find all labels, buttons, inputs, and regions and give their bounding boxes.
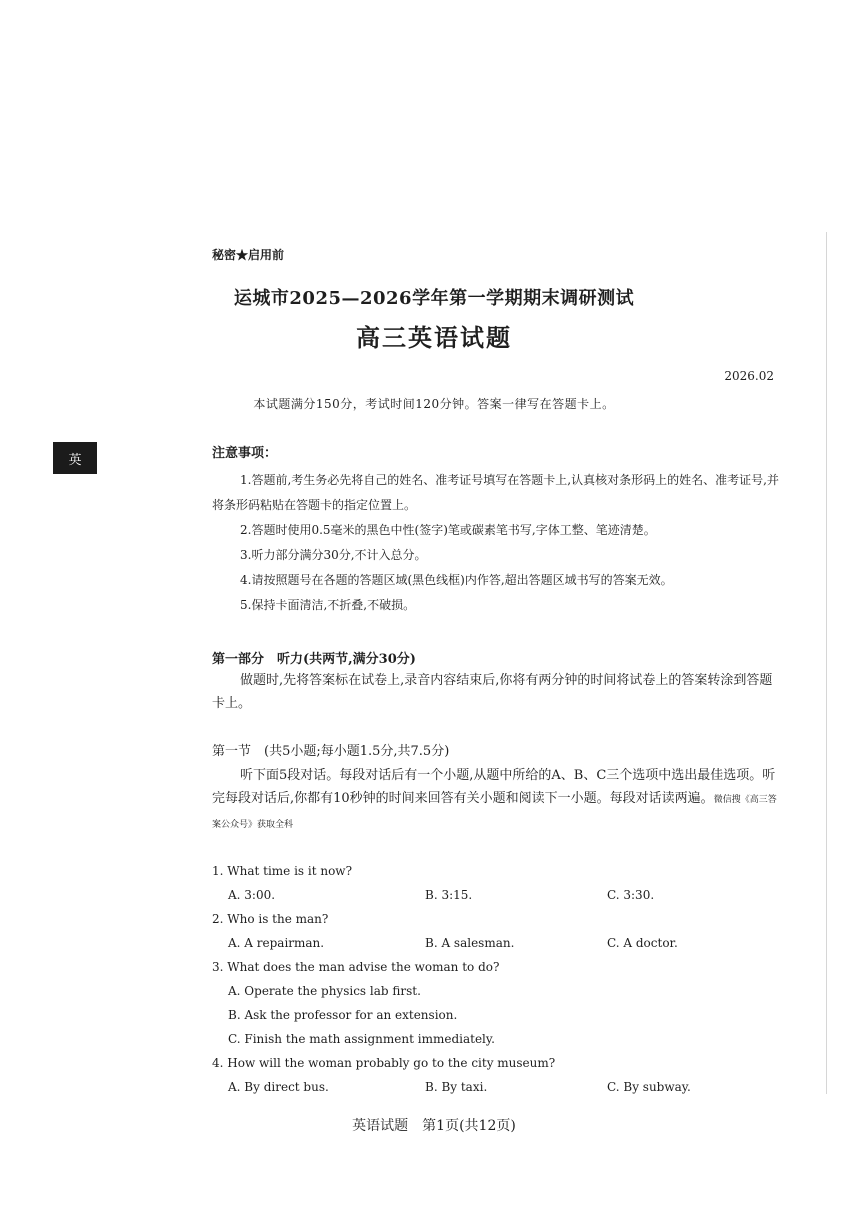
exam-intro: 本试题满分150分，考试时间120分钟。答案一律写在答题卡上。 — [253, 397, 615, 411]
question-stem: 3. What does the man advise the woman to do? — [212, 960, 500, 974]
notice-item: 1.答题前,考生务必先将自己的姓名、准考证号填写在答题卡上,认真核对条形码上的姓名、准考证号,并将条形码粘贴在答题卡的指定位置上。 — [212, 473, 779, 512]
notice-item: 4.请按照题号在各题的答题区域(黑色线框)内作答,超出答题区域书写的答案无效。 — [240, 573, 673, 587]
section1-text: 听下面5段对话。每段对话后有一个小题,从题中所给的A、B、C三个选项中选出最佳选项。听完每段对话后,你都有10秒钟的时间来回答有关小题和阅读下一小题。每段对话读两遍。 — [212, 768, 776, 806]
notice-heading: 注意事项： — [212, 446, 278, 461]
option-a: A. Operate the physics lab first. — [228, 984, 421, 998]
question-stem: 4. How will the woman probably go to the city museum? — [212, 1056, 556, 1070]
exam-title: 运城市2025—2026学年第一学期期末调研测试 — [233, 288, 635, 309]
exam-date: 2026.02 — [724, 369, 774, 383]
option-b: B. 3:15. — [425, 888, 473, 902]
notice-item: 2.答题时使用0.5毫米的黑色中性(签字)笔或碳素笔书写,字体工整、笔迹清楚。 — [240, 523, 656, 537]
option-b: B. A salesman. — [425, 936, 515, 950]
option-c: C. Finish the math assignment immediately. — [228, 1032, 495, 1046]
option-a: A. A repairman. — [228, 936, 325, 950]
page-edge-line — [826, 232, 827, 1094]
question-stem: 2. Who is the man? — [212, 912, 329, 926]
notice-item: 3.听力部分满分30分,不计入总分。 — [240, 548, 427, 562]
option-a: A. By direct bus. — [228, 1080, 329, 1094]
secret-label: 秘密★启用前 — [212, 248, 285, 262]
option-b: B. By taxi. — [425, 1080, 488, 1094]
subject-tab: 英 — [53, 442, 97, 474]
part1-heading: 第一部分 听力(共两节,满分30分) — [212, 652, 416, 667]
option-c: C. By subway. — [607, 1080, 691, 1094]
option-a: A. 3:00. — [228, 888, 276, 902]
option-c: C. 3:30. — [607, 888, 655, 902]
option-c: C. A doctor. — [607, 936, 678, 950]
part1-instructions: 做题时,先将答案标在试卷上,录音内容结束后,你将有两分钟的时间将试卷上的答案转涂到答题卡上。 — [212, 673, 773, 711]
page-footer: 英语试题 第1页(共12页) — [352, 1118, 516, 1134]
wechat-note: 微信搜《高三答案公众号》获取全科 — [212, 795, 777, 830]
notice-list — [212, 468, 780, 618]
option-b: B. Ask the professor for an extension. — [228, 1008, 458, 1022]
question-stem: 1. What time is it now? — [212, 864, 353, 878]
paper-title: 高三英语试题 — [356, 323, 512, 352]
section1-instructions — [212, 764, 782, 837]
notice-item: 5.保持卡面清洁,不折叠,不破损。 — [240, 598, 416, 612]
section1-heading: 第一节 (共5小题;每小题1.5分,共7.5分) — [212, 744, 450, 759]
